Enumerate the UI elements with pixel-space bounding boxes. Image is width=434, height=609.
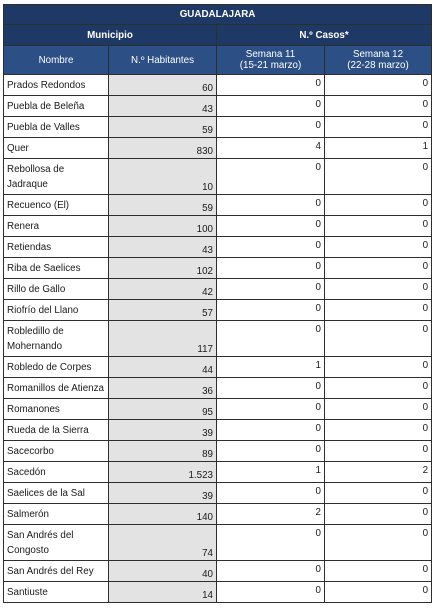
semana11-cases-cell: 0 xyxy=(217,96,325,117)
table-row xyxy=(4,582,432,603)
casos-group-header: N.º Casos* xyxy=(217,25,432,46)
municipio-name-cell: Robledillo de Mohernando xyxy=(4,321,109,357)
semana12-dates: (22-28 marzo) xyxy=(347,60,409,71)
semana12-cases-cell: 0 xyxy=(325,378,432,399)
cases-table xyxy=(3,4,432,603)
semana11-cases-cell: 1 xyxy=(217,462,325,483)
table-row xyxy=(4,300,432,321)
semana11-cases-cell: 0 xyxy=(217,582,325,603)
semana11-cases-cell: 0 xyxy=(217,195,325,216)
habitantes-cell: 140 xyxy=(109,504,217,525)
habitantes-cell: 102 xyxy=(109,258,217,279)
habitantes-cell: 60 xyxy=(109,75,217,96)
semana12-cases-cell: 0 xyxy=(325,399,432,420)
semana12-cases-cell: 0 xyxy=(325,279,432,300)
table-row xyxy=(4,216,432,237)
table-row xyxy=(4,138,432,159)
table-row xyxy=(4,357,432,378)
semana12-cases-cell: 0 xyxy=(325,75,432,96)
habitantes-cell: 95 xyxy=(109,399,217,420)
semana11-cases-cell: 2 xyxy=(217,504,325,525)
semana12-cases-cell: 2 xyxy=(325,462,432,483)
semana11-cases-cell: 0 xyxy=(217,75,325,96)
table-row xyxy=(4,321,432,357)
table-body xyxy=(4,75,432,603)
habitantes-cell: 59 xyxy=(109,117,217,138)
table-row xyxy=(4,96,432,117)
table-row xyxy=(4,279,432,300)
semana11-cases-cell: 0 xyxy=(217,216,325,237)
nombre-column-header: Nombre xyxy=(4,46,109,75)
semana12-cases-cell: 0 xyxy=(325,216,432,237)
habitantes-cell: 43 xyxy=(109,237,217,258)
habitantes-cell: 100 xyxy=(109,216,217,237)
semana11-cases-cell: 0 xyxy=(217,258,325,279)
cases-table-container xyxy=(3,4,431,603)
municipio-name-cell: Quer xyxy=(4,138,109,159)
habitantes-cell: 59 xyxy=(109,195,217,216)
habitantes-cell: 74 xyxy=(109,525,217,561)
semana12-cases-cell: 0 xyxy=(325,300,432,321)
semana11-cases-cell: 0 xyxy=(217,321,325,357)
habitantes-cell: 1.523 xyxy=(109,462,217,483)
semana11-label: Semana 11 xyxy=(245,49,296,60)
semana12-label: Semana 12 xyxy=(352,49,404,60)
semana12-cases-cell: 1 xyxy=(325,138,432,159)
table-row xyxy=(4,258,432,279)
semana11-cases-cell: 0 xyxy=(217,300,325,321)
municipio-name-cell: Riofrío del Llano xyxy=(4,300,109,321)
habitantes-cell: 89 xyxy=(109,441,217,462)
habitantes-cell: 44 xyxy=(109,357,217,378)
semana12-column-header xyxy=(325,46,432,75)
municipio-name-cell: Rillo de Gallo xyxy=(4,279,109,300)
semana12-cases-cell: 0 xyxy=(325,582,432,603)
semana11-cases-cell: 0 xyxy=(217,561,325,582)
table-row xyxy=(4,561,432,582)
municipio-name-cell: Romanillos de Atienza xyxy=(4,378,109,399)
table-row xyxy=(4,399,432,420)
semana12-cases-cell: 0 xyxy=(325,258,432,279)
habitantes-cell: 830 xyxy=(109,138,217,159)
municipio-name-cell: San Andrés del Rey xyxy=(4,561,109,582)
table-row xyxy=(4,441,432,462)
semana12-cases-cell: 0 xyxy=(325,504,432,525)
semana11-cases-cell: 0 xyxy=(217,237,325,258)
habitantes-cell: 117 xyxy=(109,321,217,357)
habitantes-cell: 57 xyxy=(109,300,217,321)
table-row xyxy=(4,462,432,483)
semana11-cases-cell: 0 xyxy=(217,420,325,441)
semana12-cases-cell: 0 xyxy=(325,195,432,216)
semana11-cases-cell: 0 xyxy=(217,159,325,195)
table-row xyxy=(4,117,432,138)
municipio-name-cell: Prados Redondos xyxy=(4,75,109,96)
municipio-name-cell: Renera xyxy=(4,216,109,237)
semana12-cases-cell: 0 xyxy=(325,441,432,462)
semana12-cases-cell: 0 xyxy=(325,96,432,117)
municipio-name-cell: Robledo de Corpes xyxy=(4,357,109,378)
semana12-cases-cell: 0 xyxy=(325,357,432,378)
table-row xyxy=(4,420,432,441)
municipio-name-cell: Puebla de Beleña xyxy=(4,96,109,117)
semana11-cases-cell: 0 xyxy=(217,441,325,462)
municipio-name-cell: Rebollosa de Jadraque xyxy=(4,159,109,195)
semana11-cases-cell: 0 xyxy=(217,378,325,399)
municipio-name-cell: Salmerón xyxy=(4,504,109,525)
semana11-cases-cell: 0 xyxy=(217,525,325,561)
municipio-name-cell: San Andrés del Congosto xyxy=(4,525,109,561)
municipio-name-cell: Santiuste xyxy=(4,582,109,603)
semana12-cases-cell: 0 xyxy=(325,561,432,582)
semana12-cases-cell: 0 xyxy=(325,117,432,138)
semana11-cases-cell: 0 xyxy=(217,117,325,138)
table-row xyxy=(4,525,432,561)
municipio-name-cell: Romanones xyxy=(4,399,109,420)
municipio-name-cell: Puebla de Valles xyxy=(4,117,109,138)
semana11-dates: (15-21 marzo) xyxy=(239,60,302,71)
semana11-column-header xyxy=(217,46,325,75)
habitantes-cell: 14 xyxy=(109,582,217,603)
semana12-cases-cell: 0 xyxy=(325,237,432,258)
municipio-name-cell: Retiendas xyxy=(4,237,109,258)
semana11-cases-cell: 1 xyxy=(217,357,325,378)
semana12-cases-cell: 0 xyxy=(325,525,432,561)
table-row xyxy=(4,504,432,525)
table-row xyxy=(4,378,432,399)
semana11-cases-cell: 0 xyxy=(217,279,325,300)
habitantes-cell: 42 xyxy=(109,279,217,300)
table-row xyxy=(4,237,432,258)
habitantes-cell: 39 xyxy=(109,483,217,504)
semana12-cases-cell: 0 xyxy=(325,159,432,195)
semana11-cases-cell: 4 xyxy=(217,138,325,159)
habitantes-cell: 40 xyxy=(109,561,217,582)
habitantes-cell: 10 xyxy=(109,159,217,195)
semana11-cases-cell: 0 xyxy=(217,399,325,420)
table-row xyxy=(4,195,432,216)
municipio-name-cell: Rueda de la Sierra xyxy=(4,420,109,441)
municipio-group-header: Municipio xyxy=(4,25,217,46)
semana12-cases-cell: 0 xyxy=(325,321,432,357)
habitantes-column-header: N.º Habitantes xyxy=(109,46,217,75)
semana12-cases-cell: 0 xyxy=(325,483,432,504)
table-row xyxy=(4,483,432,504)
municipio-name-cell: Sacedón xyxy=(4,462,109,483)
semana11-cases-cell: 0 xyxy=(217,483,325,504)
table-row xyxy=(4,75,432,96)
semana12-cases-cell: 0 xyxy=(325,420,432,441)
table-row xyxy=(4,159,432,195)
habitantes-cell: 36 xyxy=(109,378,217,399)
municipio-name-cell: Recuenco (El) xyxy=(4,195,109,216)
municipio-name-cell: Saelices de la Sal xyxy=(4,483,109,504)
habitantes-cell: 39 xyxy=(109,420,217,441)
municipio-name-cell: Sacecorbo xyxy=(4,441,109,462)
table-title: GUADALAJARA xyxy=(4,5,432,25)
habitantes-cell: 43 xyxy=(109,96,217,117)
municipio-name-cell: Riba de Saelices xyxy=(4,258,109,279)
